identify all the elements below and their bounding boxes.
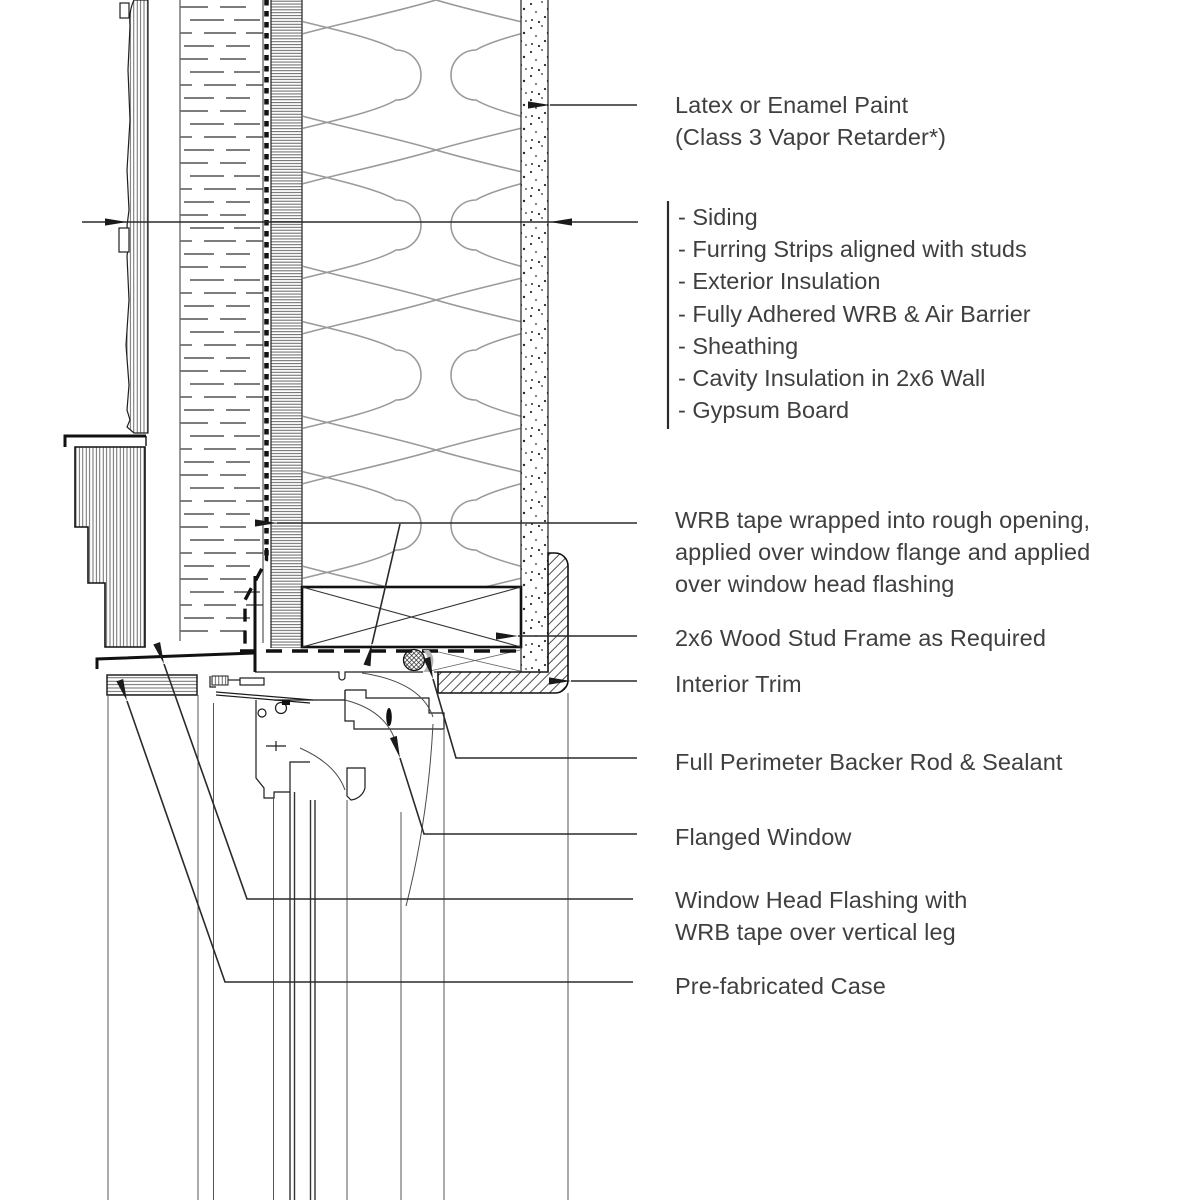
gypsum-board (521, 0, 548, 672)
gasket (386, 708, 392, 726)
siding-lap-joint (119, 228, 129, 252)
label-head-flashing-line2: WRB tape over vertical leg (675, 919, 956, 946)
leader-head-flashing (164, 664, 633, 899)
label-wrb-tape (675, 504, 1090, 601)
label-paint-line1: Latex or Enamel Paint (675, 92, 909, 118)
label-assembly-layers (678, 201, 1031, 426)
label-stud-frame: 2x6 Wood Stud Frame as Required (675, 625, 1047, 651)
cavity-insulation (303, 0, 521, 586)
window-frame (210, 672, 444, 906)
label-wrb-tape-line3: over window head flashing (675, 571, 955, 598)
label-interior-trim: Interior Trim (675, 671, 802, 697)
assembly-layer-item: - Gypsum Board (678, 397, 850, 424)
label-flanged-window: Flanged Window (675, 824, 852, 850)
exterior-insulation (180, 0, 263, 643)
label-head-flashing (675, 884, 967, 948)
label-wrb-tape-line2: applied over window flange and applied (675, 539, 1091, 566)
projection-lines (108, 693, 568, 1200)
assembly-layer-item: - Exterior Insulation (678, 268, 881, 295)
label-paint-line2: (Class 3 Vapor Retarder*) (675, 124, 947, 151)
leader-flanged-window (400, 758, 637, 834)
assembly-layer-item: - Cavity Insulation in 2x6 Wall (678, 365, 986, 392)
assembly-layer-item: - Fully Adhered WRB & Air Barrier (678, 300, 1031, 327)
label-prefab-case: Pre-fabricated Case (675, 973, 886, 999)
siding-lap-joint-top (120, 3, 129, 18)
case-head-board (107, 675, 197, 695)
cap-flashing (65, 436, 146, 447)
siding (119, 0, 148, 433)
leader-prefab-case (127, 701, 633, 982)
assembly-layer-item: - Siding (678, 204, 758, 230)
glazing-lines (290, 792, 315, 1200)
label-wrb-tape-line1: WRB tape wrapped into rough opening, (675, 507, 1091, 533)
label-paint (675, 89, 946, 153)
label-head-flashing-line1: Window Head Flashing with (675, 887, 968, 913)
assembly-layer-item: - Sheathing (678, 332, 799, 359)
backer-rod (404, 650, 425, 671)
label-backer-rod: Full Perimeter Backer Rod & Sealant (675, 749, 1063, 775)
sheathing (271, 0, 302, 648)
assembly-layer-item: - Furring Strips aligned with studs (678, 236, 1027, 263)
